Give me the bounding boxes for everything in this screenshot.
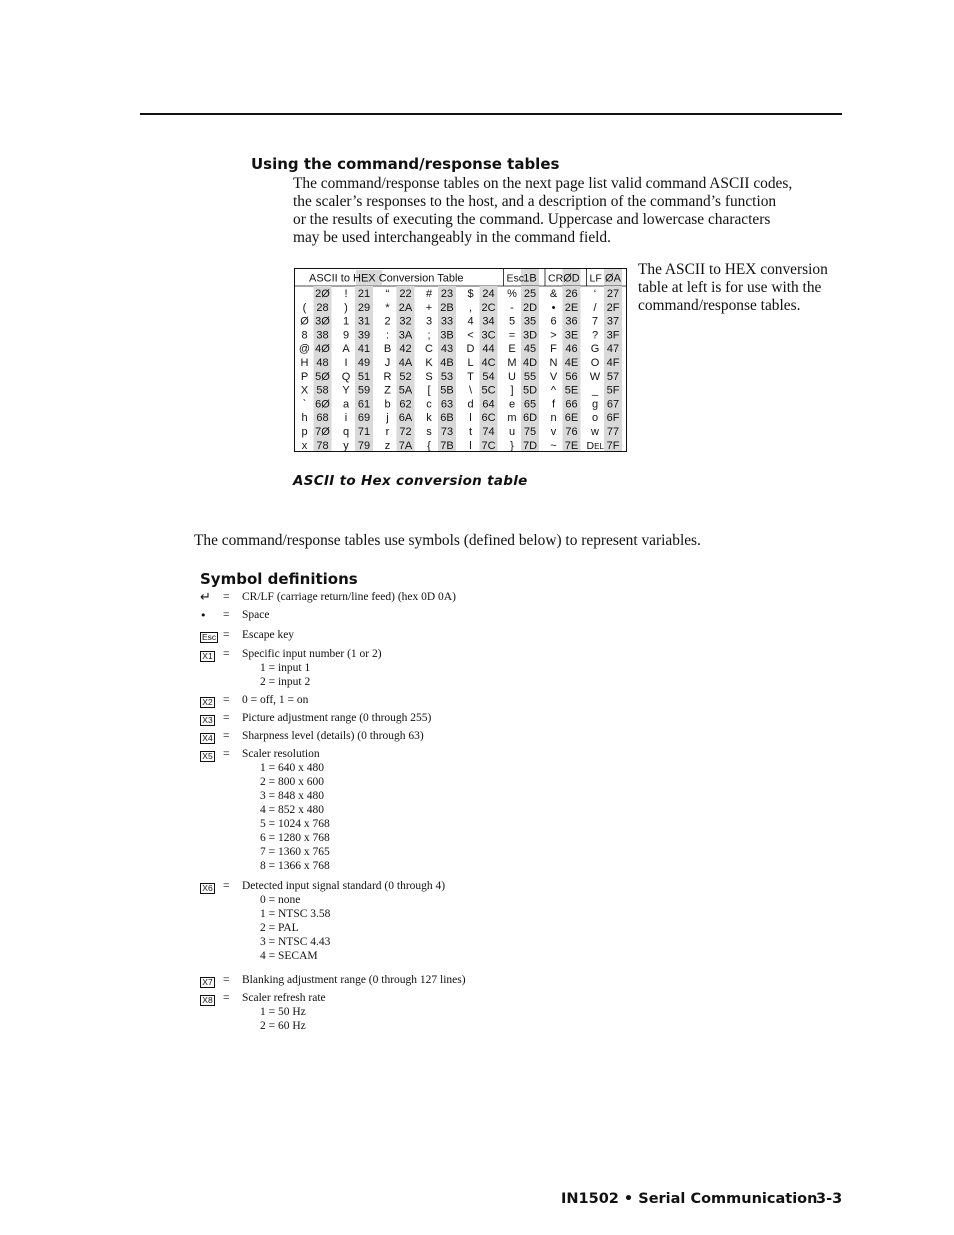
intro-line: or the results of executing the command. Uppercase and lowercase characters [293, 211, 771, 228]
ascii-char: $ [467, 288, 474, 300]
symbol-sub-value: 4 = 852 x 480 [260, 804, 324, 816]
ascii-char: d [467, 398, 474, 411]
header-hex-label: ØD [563, 272, 580, 285]
ascii-char: s [426, 426, 432, 438]
equals-sign: = [223, 712, 230, 724]
ascii-char-del-d: D [586, 439, 595, 451]
symbol-box: X8 [200, 995, 215, 1006]
ascii-char [587, 440, 605, 451]
hex-code: 7C [481, 439, 496, 451]
symbol-sub-value: 2 = 60 Hz [260, 1020, 306, 1032]
hex-code: 6C [481, 412, 496, 425]
section-heading: Using the command/response tables [251, 155, 560, 173]
equals-sign: = [223, 974, 230, 986]
ascii-char: G [590, 343, 600, 356]
hex-code: 3B [440, 329, 454, 342]
intro-line: the scaler’s responses to the host, and a description of the command’s function [293, 193, 777, 210]
hex-code: 2D [522, 301, 538, 314]
hex-code: 56 [565, 370, 578, 383]
ascii-char: g [591, 398, 599, 411]
symbol-description: Specific input number (1 or 2) [242, 648, 382, 660]
ascii-char: H [300, 357, 309, 369]
symbol-sub-value: 5 = 1024 x 768 [260, 818, 330, 830]
footer-title: IN1502 • Serial Communication [561, 1191, 818, 1207]
hex-code: 23 [440, 288, 454, 300]
equals-sign: = [223, 730, 230, 742]
ascii-char: S [425, 370, 433, 383]
hex-code: 69 [357, 412, 371, 425]
ascii-char: 2 [384, 315, 391, 328]
variables-sentence: The command/response tables use symbols (defined below) to represent variables. [194, 532, 701, 549]
ascii-char: * [385, 301, 390, 314]
symbol-sub-value: 0 = none [260, 894, 301, 906]
ascii-char: 1 [342, 315, 350, 328]
equals-sign: = [223, 992, 230, 1004]
intro-line: The command/response tables on the next page list valid command ASCII codes, [293, 175, 793, 192]
ascii-char: [ [427, 384, 431, 397]
hex-code: 55 [523, 370, 537, 383]
equals-sign: = [223, 694, 230, 706]
ascii-char: ^ [550, 384, 557, 397]
ascii-char: I [344, 357, 348, 369]
symbol-description: Escape key [242, 629, 295, 641]
hex-code: 72 [399, 426, 412, 438]
hex-code: 39 [357, 329, 371, 342]
hex-code: 2E [564, 301, 579, 314]
side-note-line: The ASCII to HEX conversion [638, 261, 828, 278]
ascii-char: “ [385, 288, 390, 300]
hex-code: 66 [565, 398, 578, 411]
hex-code: 5E [564, 384, 579, 397]
hex-code: 4F [606, 357, 620, 369]
symbol-sub-value: 2 = 800 x 600 [260, 776, 324, 788]
hex-code: 3D [522, 329, 538, 342]
hex-code: 2B [440, 301, 454, 314]
hex-code: 28 [316, 301, 329, 314]
hex-code: 34 [482, 315, 495, 328]
symbol-token [200, 631, 218, 643]
symbol-token [200, 750, 218, 762]
ascii-char: t [468, 426, 473, 438]
symbol-sub-value: 4 = SECAM [260, 950, 318, 962]
side-note-line: command/response tables. [638, 297, 801, 314]
ascii-char: Ø [300, 315, 309, 328]
hex-code: 33 [440, 315, 454, 328]
side-note [638, 261, 828, 315]
ascii-char: ? [591, 329, 599, 342]
hex-code: 64 [482, 398, 495, 411]
hex-code: 45 [523, 343, 537, 356]
ascii-char: 7 [591, 315, 599, 328]
header-hex-label: ØA [605, 272, 621, 285]
header-ascii-label: LF [589, 272, 602, 285]
equals-sign: = [223, 609, 230, 621]
hex-code: 2A [398, 301, 413, 314]
hex-code: 7Ø [315, 426, 330, 438]
ascii-char: B [383, 343, 392, 356]
ascii-char: z [384, 439, 391, 451]
hex-code: 77 [606, 426, 620, 438]
hex-code: 44 [482, 343, 495, 356]
ascii-char: V [549, 370, 558, 383]
hex-code: 36 [565, 315, 578, 328]
symbol-token [200, 650, 218, 662]
ascii-char: f [551, 398, 556, 411]
ascii-char: l [469, 439, 472, 451]
hex-code: 35 [523, 315, 537, 328]
hex-code: 24 [482, 288, 495, 300]
ascii-char: @ [298, 343, 311, 356]
hex-code: 3A [398, 329, 413, 342]
page-number: 3-3 [816, 1191, 843, 1207]
ascii-char: & [549, 288, 558, 300]
symbol-token [200, 714, 218, 726]
symbol-box: X2 [200, 697, 215, 708]
equals-sign: = [223, 880, 230, 892]
ascii-char: / [593, 301, 597, 314]
hex-code: 61 [357, 398, 371, 411]
hex-code: 5C [481, 384, 496, 397]
symbol-box: X6 [200, 883, 215, 894]
hex-code: 47 [606, 343, 620, 356]
ascii-char: v [550, 426, 557, 438]
hex-code: 25 [523, 288, 537, 300]
hex-code: 3F [606, 329, 620, 342]
hex-code: 22 [399, 288, 412, 300]
hex-code: 59 [357, 384, 371, 397]
hex-code: 49 [357, 357, 371, 369]
hex-code: 4D [522, 357, 538, 369]
symbol-sub-value: 2 = PAL [260, 922, 299, 934]
ascii-char: n [550, 412, 557, 425]
ascii-char: Q [341, 370, 351, 383]
equals-sign: = [223, 748, 230, 760]
ascii-char: A [342, 343, 350, 356]
ascii-char: p [301, 426, 308, 438]
symbol-token [200, 696, 218, 708]
hex-code: 37 [606, 315, 620, 328]
ascii-char: O [590, 357, 600, 369]
hex-code: 42 [399, 343, 412, 356]
ascii-char: { [427, 439, 431, 451]
hex-code: 6F [606, 412, 620, 425]
ascii-char: > [550, 329, 557, 342]
ascii-char: M [507, 357, 517, 369]
ascii-char: ` [302, 398, 307, 411]
symbol-box: X7 [200, 977, 215, 988]
symbol-description: Sharpness level (details) (0 through 63) [242, 730, 424, 742]
symbol-box: X4 [200, 733, 215, 744]
ascii-char: X [300, 384, 309, 397]
ascii-char: D [466, 343, 475, 356]
hex-code: 62 [399, 398, 412, 411]
hex-code: 43 [440, 343, 454, 356]
ascii-char: + [425, 301, 433, 314]
hex-code: 2F [606, 301, 620, 314]
hex-code: 6A [398, 412, 413, 425]
hex-code: 67 [606, 398, 620, 411]
return-icon: ↵ [200, 590, 211, 605]
hex-code: 38 [316, 329, 329, 342]
ascii-char: h [301, 412, 308, 425]
symbol-description: Detected input signal standard (0 through 4) [242, 880, 446, 892]
hex-code: 5Ø [315, 370, 330, 383]
ascii-char: 4 [467, 315, 474, 328]
ascii-char: L [467, 357, 474, 369]
hex-code: 32 [399, 315, 412, 328]
hex-code: 75 [523, 426, 537, 438]
ascii-char: P [300, 370, 309, 383]
ascii-char: } [510, 439, 514, 451]
hex-code: 73 [440, 426, 454, 438]
hex-code: 7A [398, 439, 413, 451]
symbol-sub-value: 7 = 1360 x 765 [260, 846, 330, 858]
ascii-char: j [386, 412, 389, 425]
hex-code: 46 [565, 343, 578, 356]
hex-code: 7E [564, 439, 579, 451]
hex-code: 79 [357, 439, 371, 451]
hex-code: 7D [522, 439, 538, 451]
ascii-char: = [508, 329, 516, 342]
symbol-box: Esc [202, 632, 217, 642]
symbol-sub-value: 3 = 848 x 480 [260, 790, 324, 802]
equals-sign: = [223, 629, 230, 641]
symbol-description: Space [242, 609, 270, 621]
ascii-char: i [344, 412, 348, 425]
hex-code: 7B [440, 439, 454, 451]
ascii-char: b [384, 398, 391, 411]
ascii-char: U [508, 370, 516, 383]
hex-code: 4B [440, 357, 454, 369]
ascii-char: W [589, 370, 601, 383]
ascii-char: ( [302, 301, 307, 314]
ascii-char: % [507, 288, 517, 300]
table-title-ascii: ASCII to [309, 272, 354, 285]
ascii-char: • [551, 301, 556, 314]
ascii-char: ) [344, 301, 348, 314]
space-bullet-icon: • [200, 609, 207, 622]
ascii-char: J [384, 357, 391, 369]
symbol-sub-value: 1 = 640 x 480 [260, 762, 324, 774]
symbol-definitions-heading: Symbol definitions [200, 570, 358, 588]
header-hex-label: 1B [523, 272, 537, 285]
ascii-char: 9 [342, 329, 350, 342]
side-note-line: table at left is for use with the [638, 279, 822, 296]
symbol-description: Picture adjustment range (0 through 255) [242, 712, 432, 724]
hex-code: 58 [316, 384, 329, 397]
ascii-char: F [550, 343, 557, 356]
hex-code: 2C [481, 301, 496, 314]
ascii-char: Z [384, 384, 391, 397]
hex-code: 4C [481, 357, 496, 369]
symbol-sub-value: 2 = input 2 [260, 676, 311, 688]
symbol-description: Blanking adjustment range (0 through 127 lines) [242, 974, 466, 986]
symbol-box: X1 [200, 651, 215, 662]
symbol-sub-value: 1 = 50 Hz [260, 1006, 306, 1018]
ascii-char: _ [591, 384, 599, 397]
hex-code: 41 [357, 343, 371, 356]
ascii-char: o [591, 412, 599, 425]
hex-code: 71 [357, 426, 371, 438]
ascii-char: , [468, 301, 473, 314]
ascii-char: u [508, 426, 516, 438]
table-title-hex: HEX [353, 272, 379, 285]
hex-code: 26 [565, 288, 578, 300]
ascii-char: K [425, 357, 433, 369]
symbol-sub-value: 1 = input 1 [260, 662, 311, 674]
symbol-description: 0 = off, 1 = on [242, 694, 309, 706]
hex-code: 27 [606, 288, 620, 300]
ascii-char: q [342, 426, 350, 438]
hex-code: 6B [440, 412, 454, 425]
symbol-description: Scaler resolution [242, 748, 320, 760]
ascii-hex-table [294, 268, 627, 452]
ascii-char: y [343, 439, 349, 451]
header-rule [140, 113, 842, 115]
ascii-char: Y [342, 384, 350, 397]
symbol-box: X5 [200, 751, 215, 762]
ascii-char: k [426, 412, 432, 425]
hex-code: 51 [357, 370, 371, 383]
symbol-description: Scaler refresh rate [242, 992, 326, 1004]
hex-code: 48 [316, 357, 329, 369]
ascii-hex-table-graphic [295, 269, 626, 451]
hex-code: 29 [357, 301, 371, 314]
ascii-char: 6 [550, 315, 557, 328]
hex-code: 4A [398, 357, 413, 369]
hex-code: 3Ø [315, 315, 330, 328]
hex-code: 54 [482, 370, 495, 383]
ascii-char: N [549, 357, 558, 369]
ascii-char: a [342, 398, 350, 411]
intro-paragraph [293, 175, 792, 247]
hex-code: 3C [481, 329, 496, 342]
ascii-char: # [425, 288, 433, 300]
hex-code: 52 [399, 370, 412, 383]
ascii-char: - [510, 301, 514, 314]
hex-code: 4Ø [315, 343, 330, 356]
ascii-char: ‘ [593, 288, 597, 300]
table-title-rest: Conversion Table [378, 272, 464, 285]
ascii-char: m [507, 412, 517, 425]
ascii-char: : [385, 329, 390, 342]
hex-code: 65 [523, 398, 537, 411]
ascii-char: T [467, 370, 474, 383]
symbol-description: CR/LF (carriage return/line feed) (hex 0D 0A) [242, 591, 456, 603]
hex-code: 53 [440, 370, 454, 383]
symbol-sub-value: 1 = NTSC 3.58 [260, 908, 331, 920]
hex-code: 21 [357, 288, 371, 300]
hex-code: 68 [316, 412, 329, 425]
symbol-sub-value: 8 = 1366 x 768 [260, 860, 330, 872]
symbol-box: X3 [200, 715, 215, 726]
ascii-char: e [508, 398, 516, 411]
symbol-token [200, 976, 218, 988]
hex-code: 63 [440, 398, 454, 411]
hex-code: 6Ø [315, 398, 330, 411]
ascii-char: ! [344, 288, 348, 300]
hex-code: 74 [482, 426, 495, 438]
symbol-token [200, 882, 218, 894]
hex-code: 2Ø [315, 288, 330, 300]
ascii-char: ~ [550, 439, 557, 451]
ascii-char: 8 [301, 329, 308, 342]
hex-code: 57 [606, 370, 620, 383]
symbol-sub-value: 3 = NTSC 4.43 [260, 936, 331, 948]
ascii-char: l [469, 412, 472, 425]
ascii-char: 5 [508, 315, 516, 328]
hex-code: 31 [357, 315, 371, 328]
header-ascii-label: Esc [506, 272, 525, 285]
ascii-char: r [385, 426, 390, 438]
hex-code: 5F [606, 384, 620, 397]
ascii-char: 3 [425, 315, 433, 328]
hex-code: 7F [606, 439, 620, 451]
ascii-char: w [591, 426, 599, 438]
hex-code: 6E [564, 412, 579, 425]
hex-code: 5B [440, 384, 454, 397]
equals-sign: = [223, 648, 230, 660]
hex-code: 3E [564, 329, 579, 342]
ascii-char: x [301, 439, 308, 451]
ascii-char: R [383, 370, 392, 383]
hex-code: 6D [522, 412, 538, 425]
hex-code: 5A [398, 384, 413, 397]
hex-code: 78 [316, 439, 329, 451]
ascii-char: < [467, 329, 474, 342]
ascii-char: ; [427, 329, 431, 342]
intro-line: may be used interchangeably in the command field. [293, 229, 611, 246]
symbol-sub-value: 6 = 1280 x 768 [260, 832, 330, 844]
table-title [309, 273, 464, 285]
ascii-char: c [426, 398, 432, 411]
ascii-char: C [425, 343, 433, 356]
symbol-token [200, 994, 218, 1006]
hex-code: 4E [564, 357, 579, 369]
ascii-char: E [508, 343, 516, 356]
equals-sign: = [223, 591, 230, 603]
ascii-char: \ [468, 384, 473, 397]
ascii-char: ] [510, 384, 514, 397]
hex-code: 5D [522, 384, 538, 397]
ascii-char-del-el: EL [594, 441, 604, 451]
table-caption: ASCII to Hex conversion table [293, 473, 528, 489]
hex-code: 76 [565, 426, 578, 438]
header-ascii-label: CR [548, 272, 564, 285]
symbol-token [200, 732, 218, 744]
